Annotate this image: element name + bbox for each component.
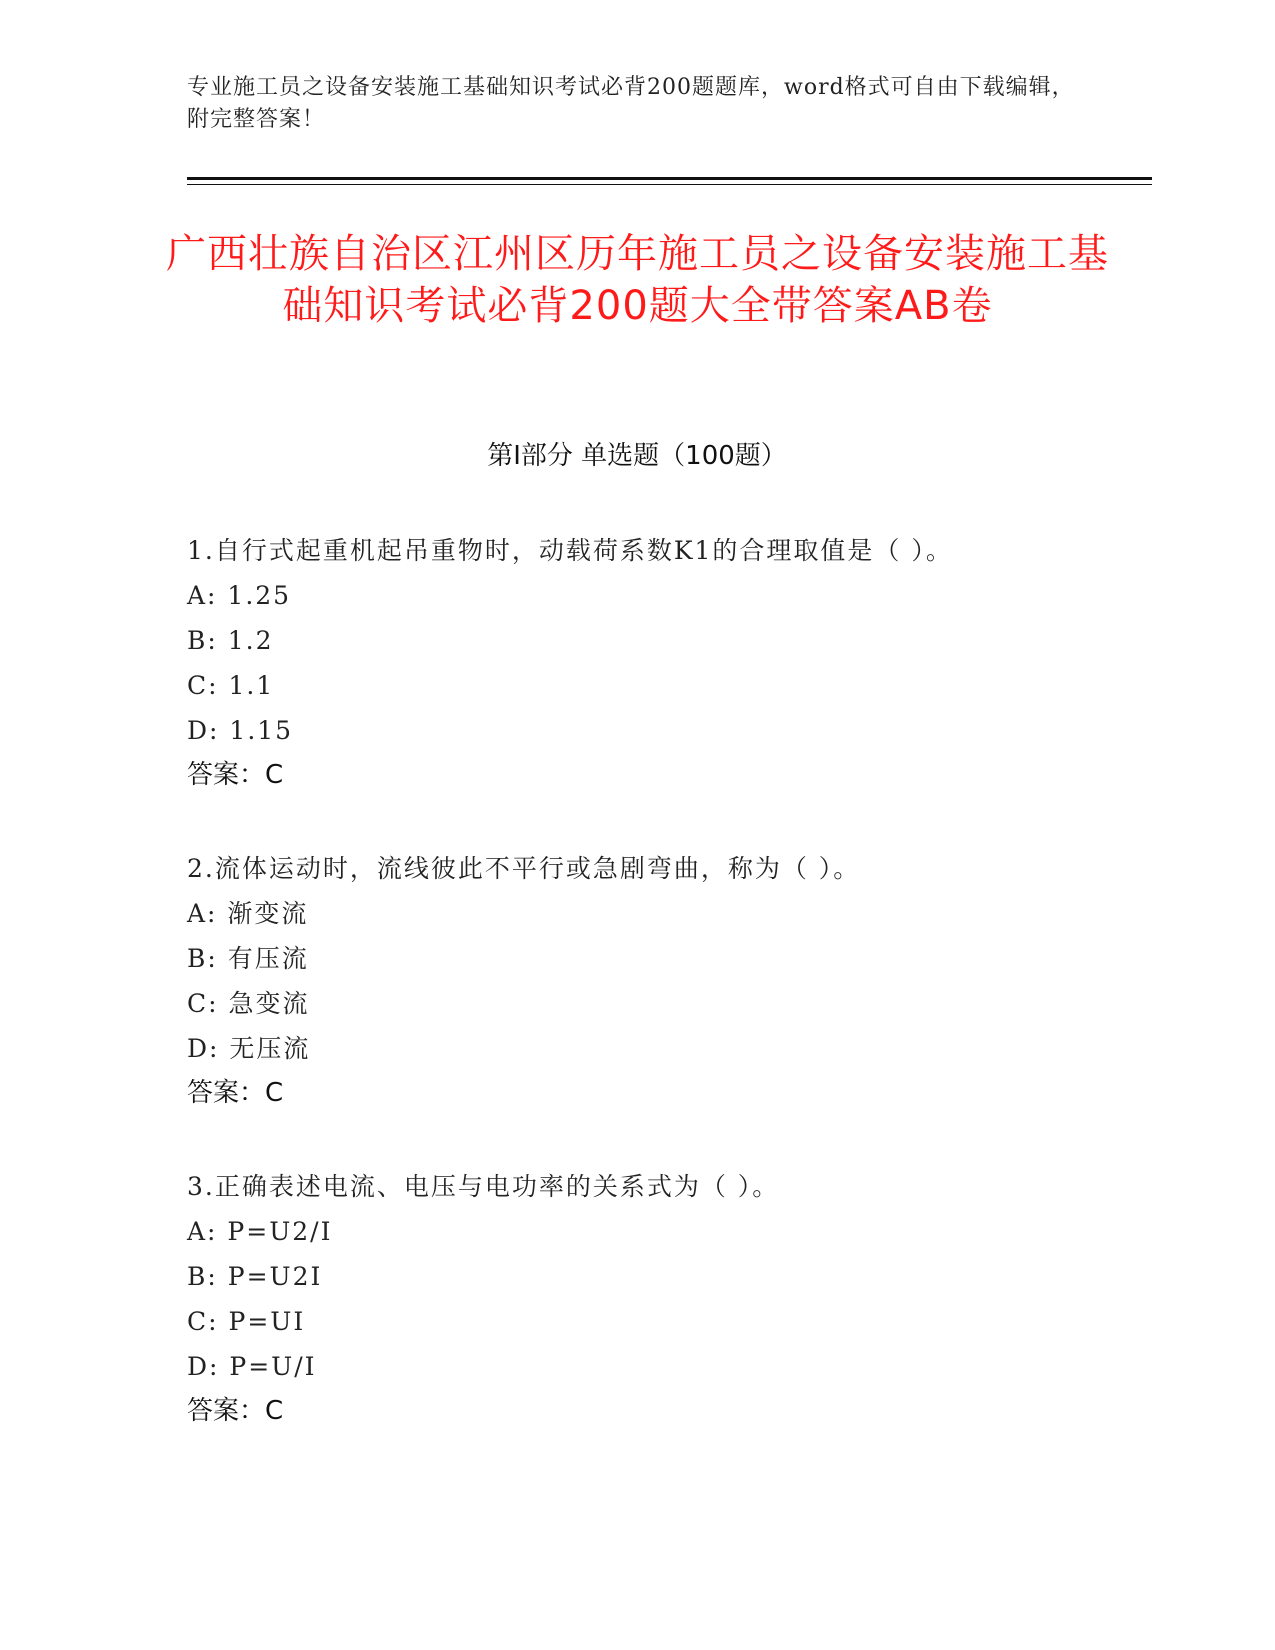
answer: 答案：C — [187, 760, 284, 790]
option-c: C: 急变流 — [187, 989, 310, 1018]
option-b: B: P=U2I — [187, 1262, 323, 1291]
option-c: C: 1.1 — [187, 671, 275, 700]
header-rule-thick — [187, 177, 1152, 180]
header-note: 专业施工员之设备安装施工基础知识考试必背200题题库，word格式可自由下载编辑，附完整答案！ — [187, 75, 1075, 132]
question-1 — [187, 528, 1147, 798]
question-text: 3.正确表述电流、电压与电功率的关系式为（ ）。 — [187, 1172, 780, 1201]
question-text: 1.自行式起重机起吊重物时，动载荷系数K1的合理取值是（ ）。 — [187, 536, 953, 565]
question-text: 2.流体运动时，流线彼此不平行或急剧弯曲，称为（ ）。 — [187, 854, 861, 883]
document-title: 广西壮族自治区江州区历年施工员之设备安装施工基础知识考试必背200题大全带答案AB卷 — [166, 231, 1109, 329]
option-a: A: P=U2/I — [187, 1217, 333, 1246]
option-d: D: P=U/I — [187, 1352, 317, 1381]
question-3 — [187, 1164, 1147, 1434]
option-a: A: 1.25 — [187, 581, 292, 610]
answer: 答案：C — [187, 1078, 284, 1108]
question-2 — [187, 846, 1147, 1116]
section-heading: 第I部分 单选题（100题） — [487, 441, 787, 471]
option-c: C: P=UI — [187, 1307, 306, 1336]
option-b: B: 1.2 — [187, 626, 274, 655]
answer: 答案：C — [187, 1396, 284, 1426]
option-d: D: 1.15 — [187, 716, 294, 745]
header-rule-thin — [187, 184, 1152, 185]
option-d: D: 无压流 — [187, 1034, 311, 1063]
option-b: B: 有压流 — [187, 944, 309, 973]
option-a: A: 渐变流 — [187, 899, 309, 928]
